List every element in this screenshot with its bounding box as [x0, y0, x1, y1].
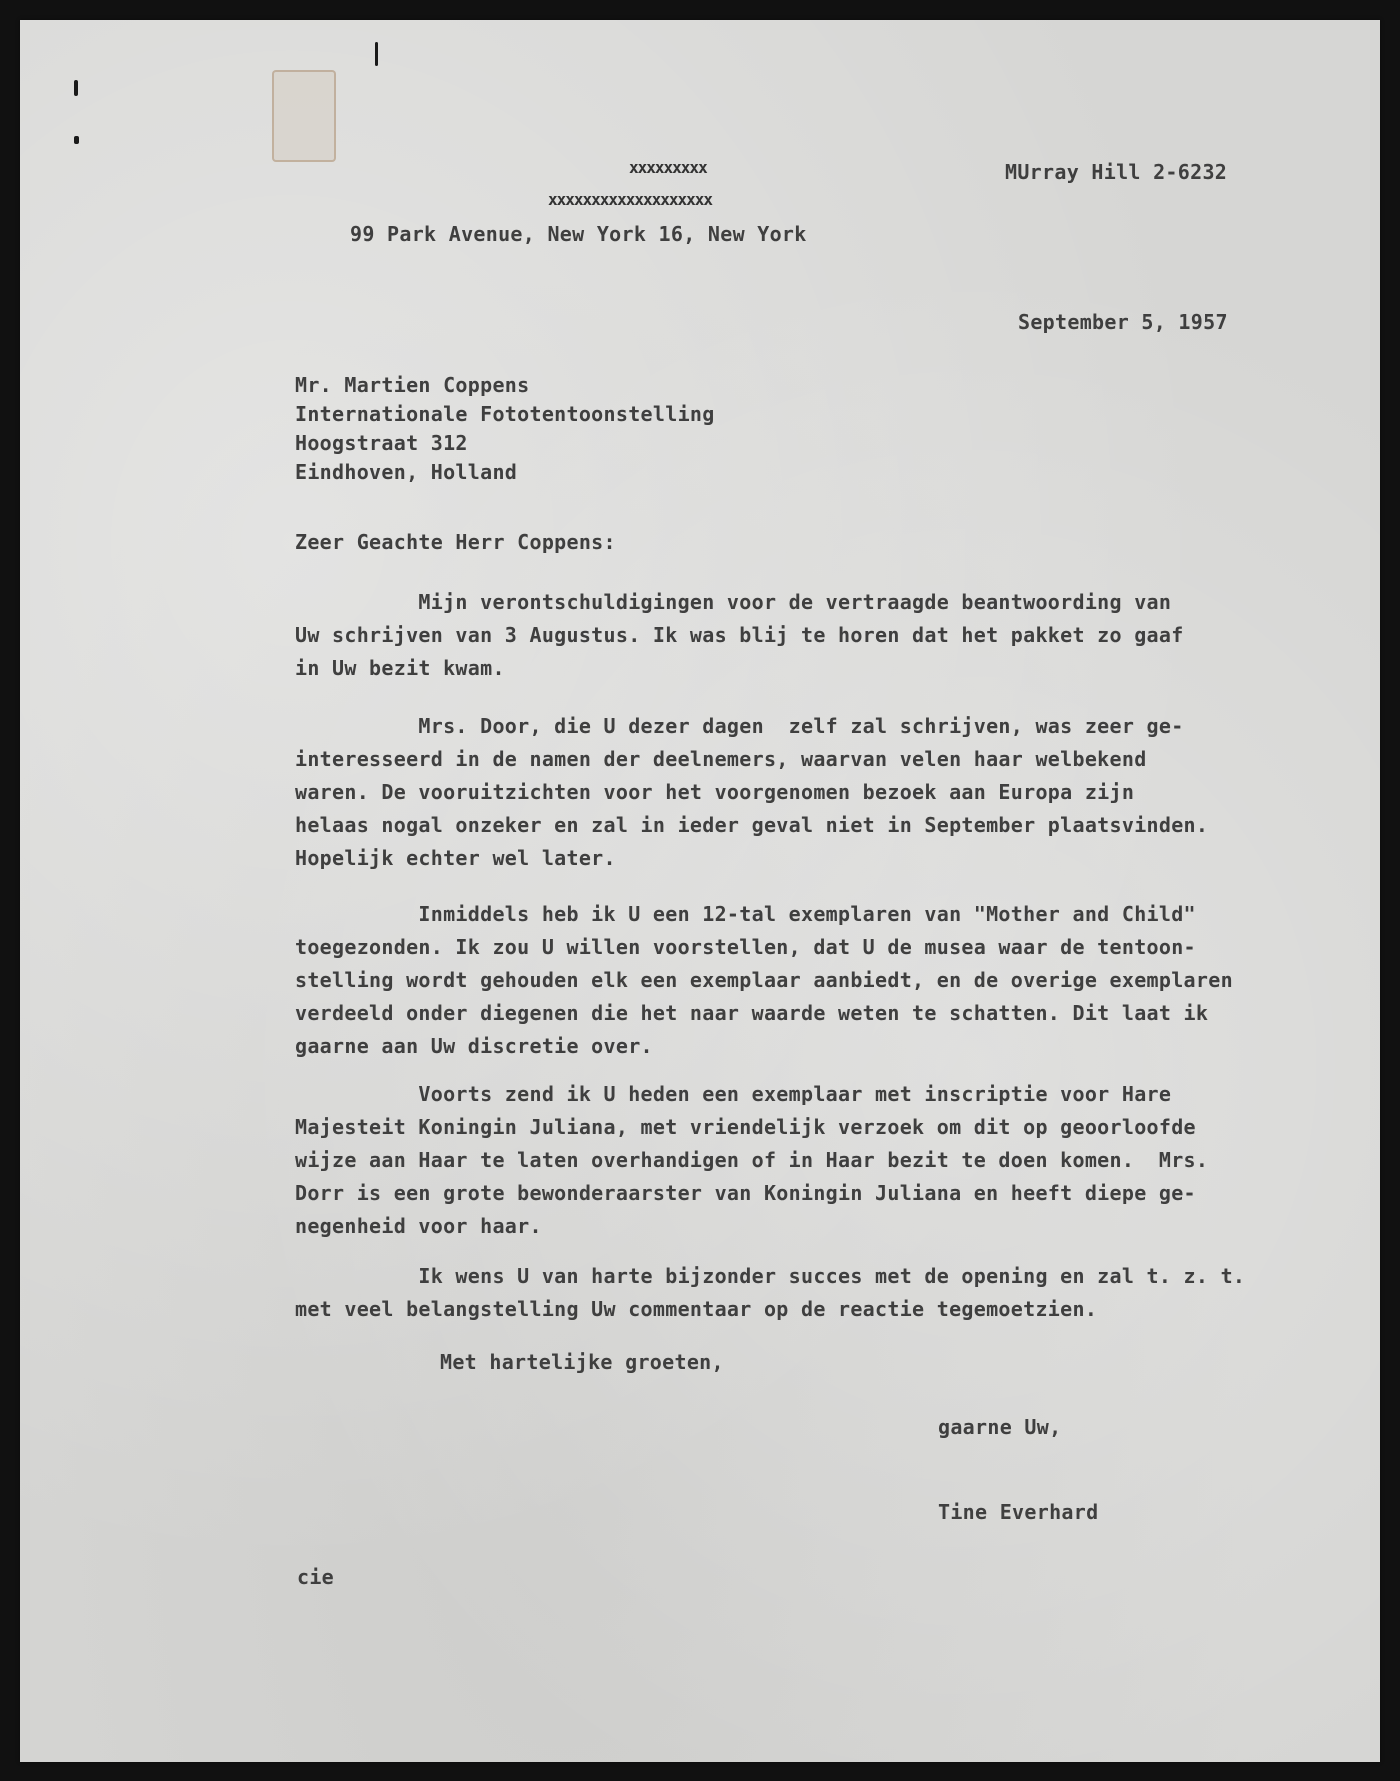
paragraph-line: helaas nogal onzeker en zal in ieder geval niet in September plaatsvinden. — [295, 813, 1209, 837]
body-paragraph-5 — [295, 1260, 1365, 1326]
paragraph-line: Inmiddels heb ik U een 12-tal exemplaren van "Mother and Child" — [295, 902, 1196, 926]
letterhead-address: 99 Park Avenue, New York 16, New York — [350, 222, 807, 246]
letter-page — [20, 20, 1380, 1762]
paragraph-line: verdeeld onder diegenen die het naar waarde weten te schatten. Dit laat ik — [295, 1001, 1209, 1025]
salutation: Zeer Geachte Herr Coppens: — [295, 530, 616, 554]
paragraph-line: Ik wens U van harte bijzonder succes met de opening en zal t. z. t. — [295, 1264, 1246, 1288]
paragraph-line: wijze aan Haar te laten overhandigen of in Haar bezit te doen komen. Mrs. — [295, 1148, 1209, 1172]
paragraph-line: Mrs. Door, die U dezer dagen zelf zal schrijven, was zeer ge- — [295, 714, 1184, 738]
letterhead-phone: MUrray Hill 2-6232 — [1005, 160, 1228, 184]
paragraph-line: Hopelijk echter wel later. — [295, 846, 616, 870]
staple-rust-mark — [272, 70, 336, 162]
letterhead-struck-line-2: xxxxxxxxxxxxxxxxxxx — [548, 190, 713, 209]
signature-name: Tine Everhard — [938, 1500, 1099, 1524]
body-paragraph-2 — [295, 710, 1365, 875]
paragraph-line: Majesteit Koningin Juliana, met vriendelijk verzoek om dit op geoorloofde — [295, 1115, 1196, 1139]
body-paragraph-3 — [295, 898, 1365, 1063]
complimentary-close: gaarne Uw, — [938, 1415, 1062, 1439]
staple-hole — [74, 136, 79, 144]
recipient-line: Eindhoven, Holland — [295, 460, 518, 484]
paragraph-line: in Uw bezit kwam. — [295, 656, 505, 680]
paragraph-line: waren. De vooruitzichten voor het voorgenomen bezoek aan Europa zijn — [295, 780, 1135, 804]
paragraph-line: Uw schrijven van 3 Augustus. Ik was blij te horen dat het pakket zo gaaf — [295, 623, 1184, 647]
staple-hole — [375, 42, 378, 66]
paragraph-line: negenheid voor haar. — [295, 1214, 542, 1238]
body-paragraph-4 — [295, 1078, 1365, 1243]
paragraph-line: interesseerd in de namen der deelnemers, waarvan velen haar welbekend — [295, 747, 1147, 771]
staple-hole — [74, 80, 78, 96]
paragraph-line: Dorr is een grote bewonderaarster van Koningin Juliana en heeft diepe ge- — [295, 1181, 1196, 1205]
letter-date: September 5, 1957 — [1018, 310, 1228, 334]
recipient-line: Internationale Fototentoonstelling — [295, 402, 715, 426]
paragraph-line: toegezonden. Ik zou U willen voorstellen, dat U de musea waar de tentoon- — [295, 935, 1196, 959]
letterhead-struck-line-1: xxxxxxxxx — [629, 158, 707, 177]
paragraph-line: Mijn verontschuldigingen voor de vertraagde beantwoording van — [295, 590, 1172, 614]
closing: Met hartelijke groeten, — [440, 1350, 724, 1374]
recipient-line: Hoogstraat 312 — [295, 431, 468, 455]
paragraph-line: Voorts zend ik U heden een exemplaar met inscriptie voor Hare — [295, 1082, 1172, 1106]
paragraph-line: gaarne aan Uw discretie over. — [295, 1034, 653, 1058]
typist-initials: cie — [297, 1565, 335, 1589]
body-paragraph-1 — [295, 586, 1365, 685]
recipient-line: Mr. Martien Coppens — [295, 373, 530, 397]
paragraph-line: stelling wordt gehouden elk een exemplaar aanbiedt, en de overige exemplaren — [295, 968, 1233, 992]
paragraph-line: met veel belangstelling Uw commentaar op de reactie tegemoetzien. — [295, 1297, 1098, 1321]
